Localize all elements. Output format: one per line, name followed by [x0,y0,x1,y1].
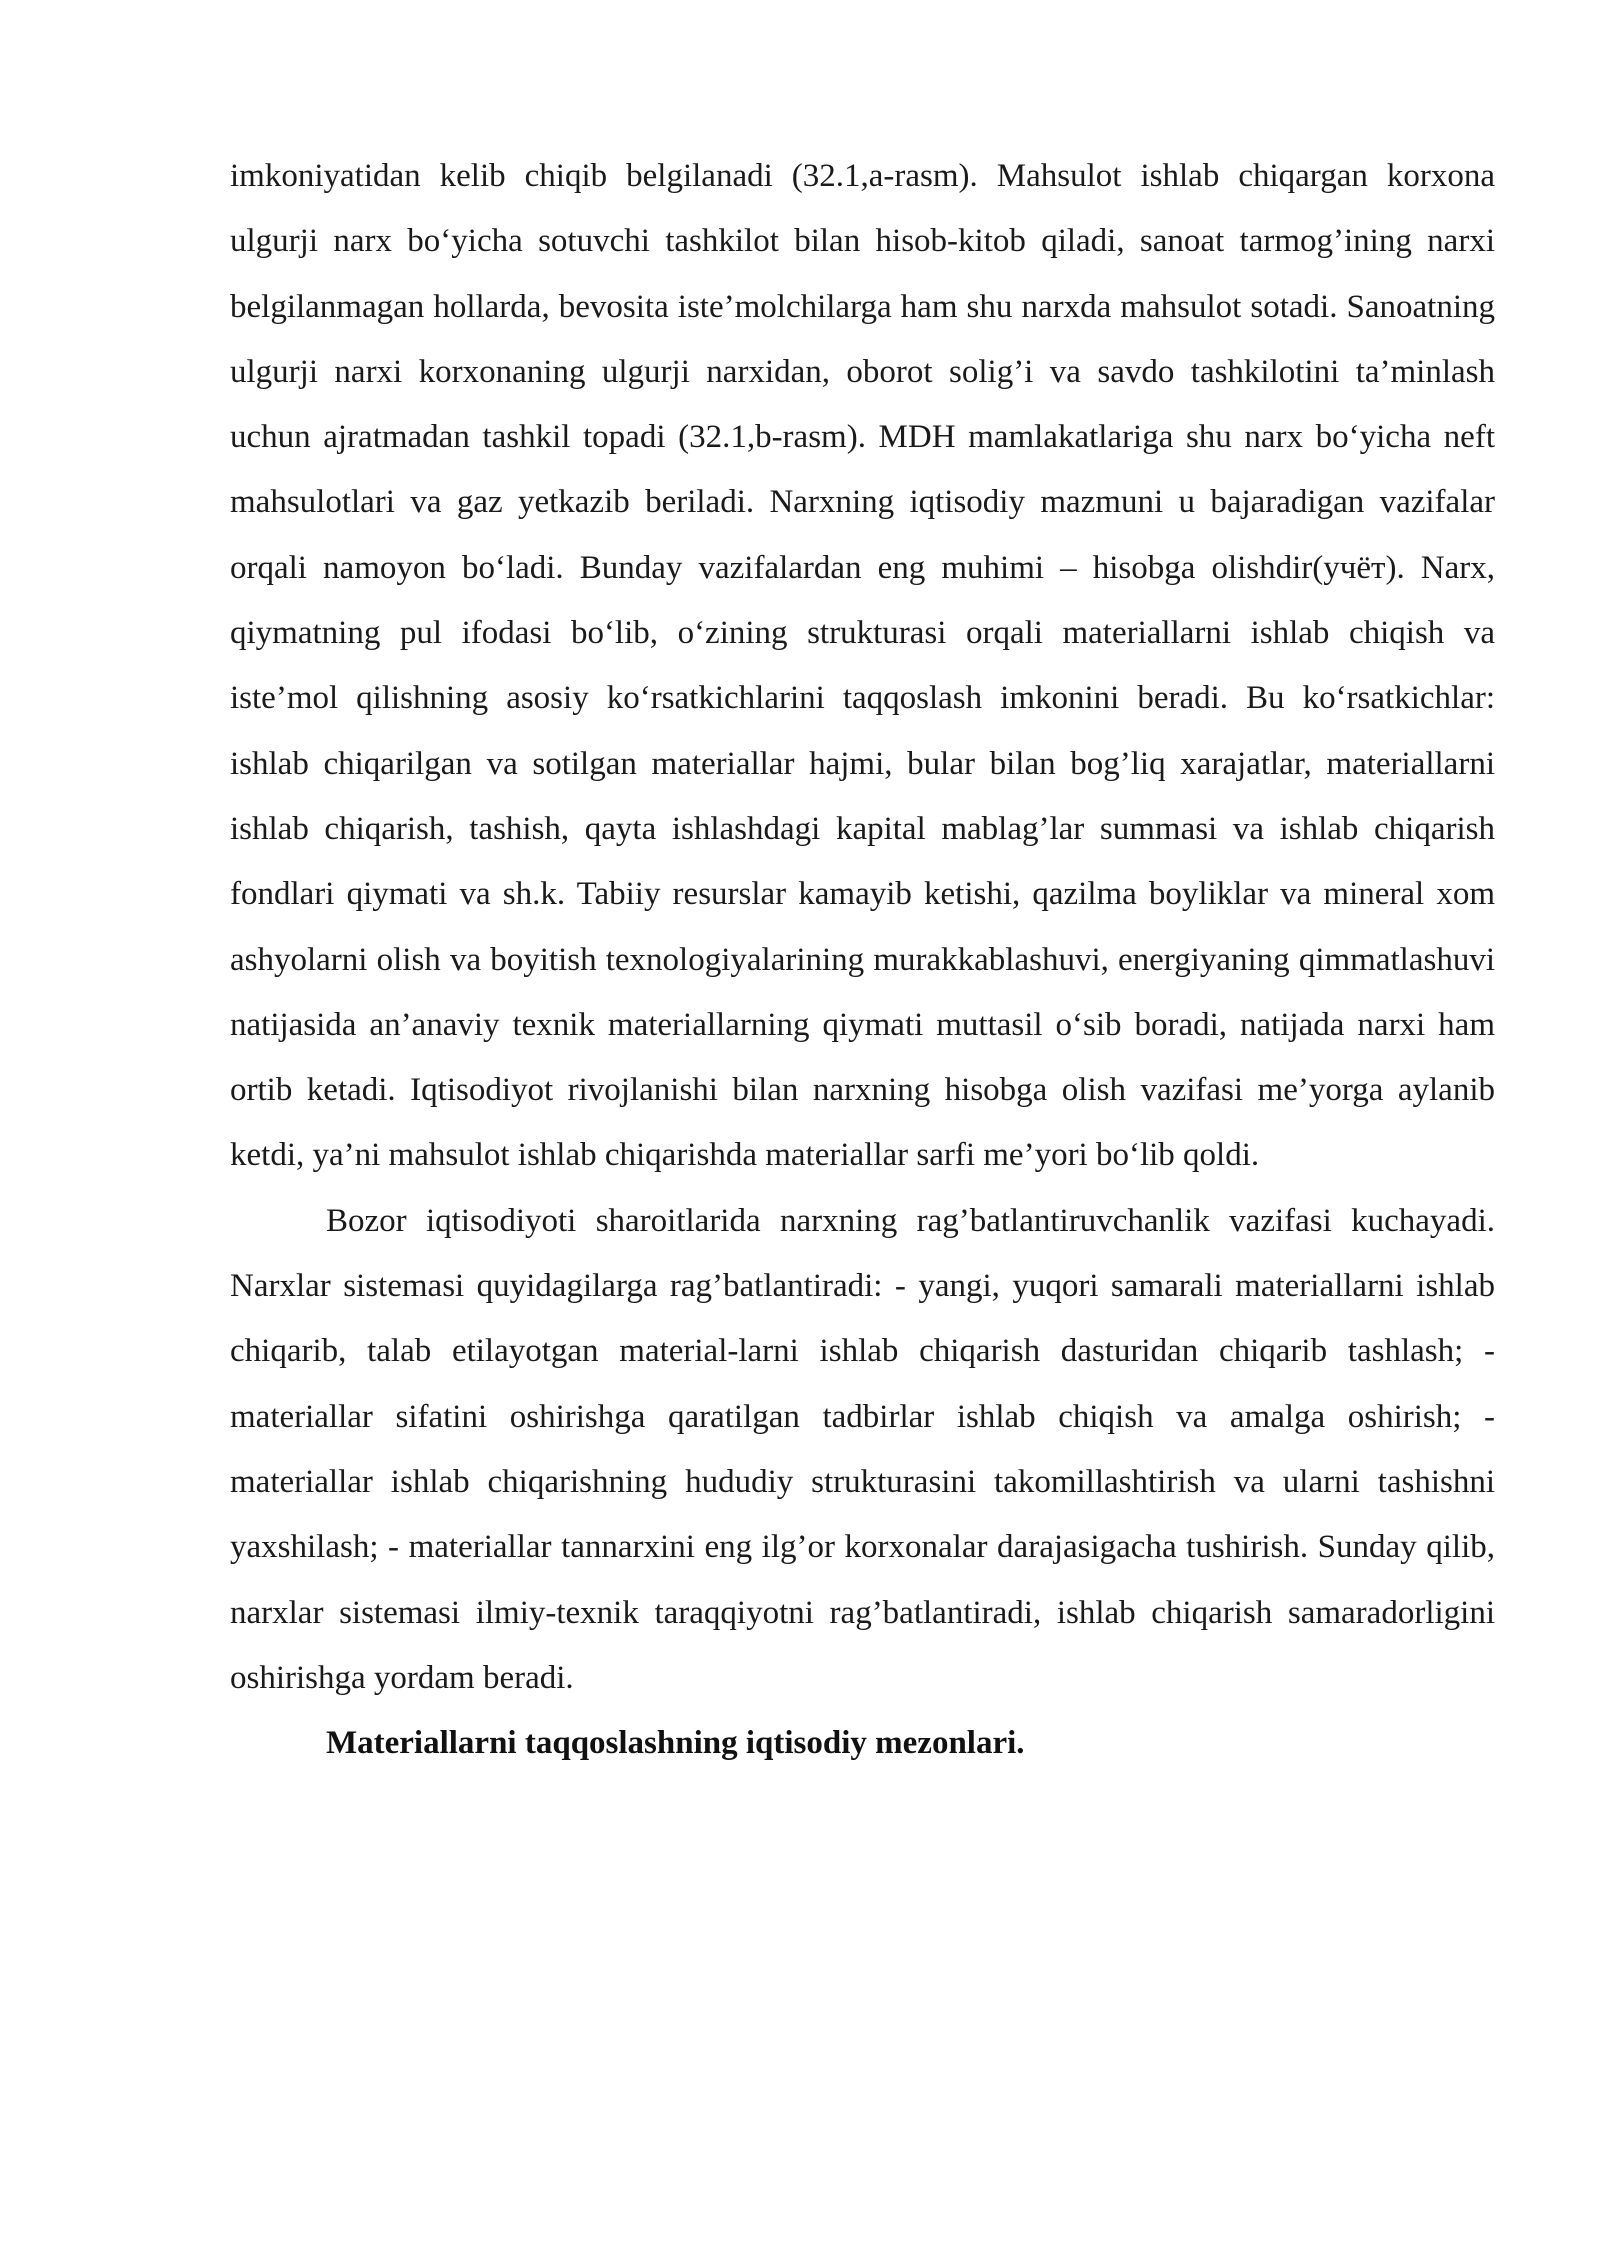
paragraph-price-stimulation: Bozor iqtisodiyoti sharoitlarida narxning rag’batlantiruvchanlik vazifasi kuchayadi. Narxlar sistemasi quyidagilarga rag’batlantiradi: - yangi, yuqori samarali materiallarni ishlab chiqarib, talab etilayotgan material-larni ishlab chiqarish dasturidan chiqarib tashlash; - materiallar sifatini oshirishga qaratilgan tadbirlar ishlab chiqish va amalga oshirish; - materiallar ishlab chiqarishning hududiy strukturasini takomillashtirish va ularni tashishni yaxshilash; - materiallar tannarxini eng ilg’or korxonalar darajasigacha tushirish. Sunday qilib, narxlar sistemasi ilmiy-texnik taraqqiyotni rag’batlantiradi, ishlab chiqarish samaradorligini oshirishga yordam beradi. [230,1202,1495,1696]
section-heading: Materiallarni taqqoslashning iqtisodiy mezonlari. [326,1725,1025,1762]
document-body [230,144,1495,1776]
paragraph-price-accounting: imkoniyatidan kelib chiqib belgilanadi (32.1,a-rasm). Mahsulot ishlab chiqargan korxona ulgurji narx bo‘yicha sotuvchi tashkilot bilan hisob-kitob qiladi, sanoat tarmog’ining narxi belgilanmagan hollarda, bevosita iste’molchilarga ham shu narxda mahsulot sotadi. Sanoatning ulgurji narxi korxonaning ulgurji narxidan, oborot solig’i va savdo tashkilotini ta’minlash uchun ajratmadan tashkil topadi (32.1,b-rasm). MDH mamlakatlariga shu narx bo‘yicha neft mahsulotlari va gaz yetkazib beriladi. Narxning iqtisodiy mazmuni u bajaradigan vazifalar orqali namoyon bo‘ladi. Bunday vazifalardan eng muhimi – hisobga olishdir(учёт). Narx, qiymatning pul ifodasi bo‘lib, o‘zining strukturasi orqali materiallarni ishlab chiqish va iste’mol qilishning asosiy ko‘rsatkichlarini taqqoslash imkonini beradi. Bu ko‘rsatkichlar: ishlab chiqarilgan va sotilgan materiallar hajmi, bular bilan bog’liq xarajatlar, materiallarni ishlab chiqarish, tashish, qayta ishlashdagi kapital mablag’lar summasi va ishlab chiqarish fondlari qiymati va sh.k. Tabiiy resurslar kamayib ketishi, qazilma boyliklar va mineral xom ashyolarni olish va boyitish texnologiyalarining murakkablashuvi, energiyaning qimmatlashuvi natijasida an’anaviy texnik materiallarning qiymati muttasil o‘sib boradi, natijada narxi ham ortib ketadi. Iqtisodiyot rivojlanishi bilan narxning hisobga olish vazifasi me’yorga aylanib ketdi, ya’ni mahsulot ishlab chiqarishda materiallar sarfi me’yori bo‘lib qoldi. [230,158,1495,1174]
